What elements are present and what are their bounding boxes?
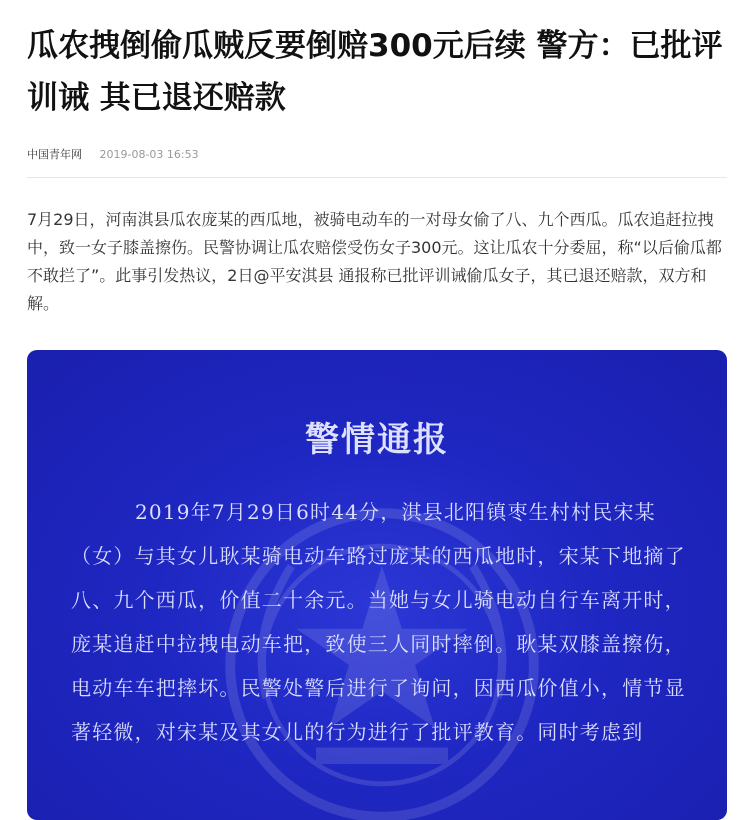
police-notice-image <box>27 350 727 820</box>
article-summary: 7月29日，河南淇县瓜农庞某的西瓜地，被骑电动车的一对母女偷了八、九个西瓜。瓜农追赶拉拽中，致一女子膝盖擦伤。民警协调让瓜农赔偿受伤女子300元。这让瓜农十分委屈，称“以后偷瓜都不敢拦了”。此事引发热议，2日@平安淇县 通报称已批评训诫偷瓜女子，其已退还赔款，双方和解。 <box>27 210 722 313</box>
header-divider <box>27 177 727 178</box>
notice-title: 警情通报 <box>305 420 449 460</box>
article-source[interactable]: 中国青年网 <box>27 148 82 161</box>
notice-body-text: 2019年7月29日6时44分，淇县北阳镇枣生村村民宋某（女）与其女儿耿某骑电动车路过庞某的西瓜地时，宋某下地摘了八、九个西瓜，价值二十余元。当她与女儿骑电动自行车离开时，庞某追赶中拉拽电动车把，致使三人同时摔倒。耿某双膝盖擦伤，电动车车把摔坏。民警处警后进行了询问，因西瓜价值小，情节显著轻微，对宋某及其女儿的行为进行了批评教育。同时考虑到 <box>71 500 686 744</box>
article-datetime: 2019-08-03 16:53 <box>99 148 199 161</box>
article-headline: 瓜农拽倒偷瓜贼反要倒赔300元后续 警方：已批评训诫 其已退还赔款 <box>27 28 723 116</box>
article-meta <box>27 146 199 162</box>
